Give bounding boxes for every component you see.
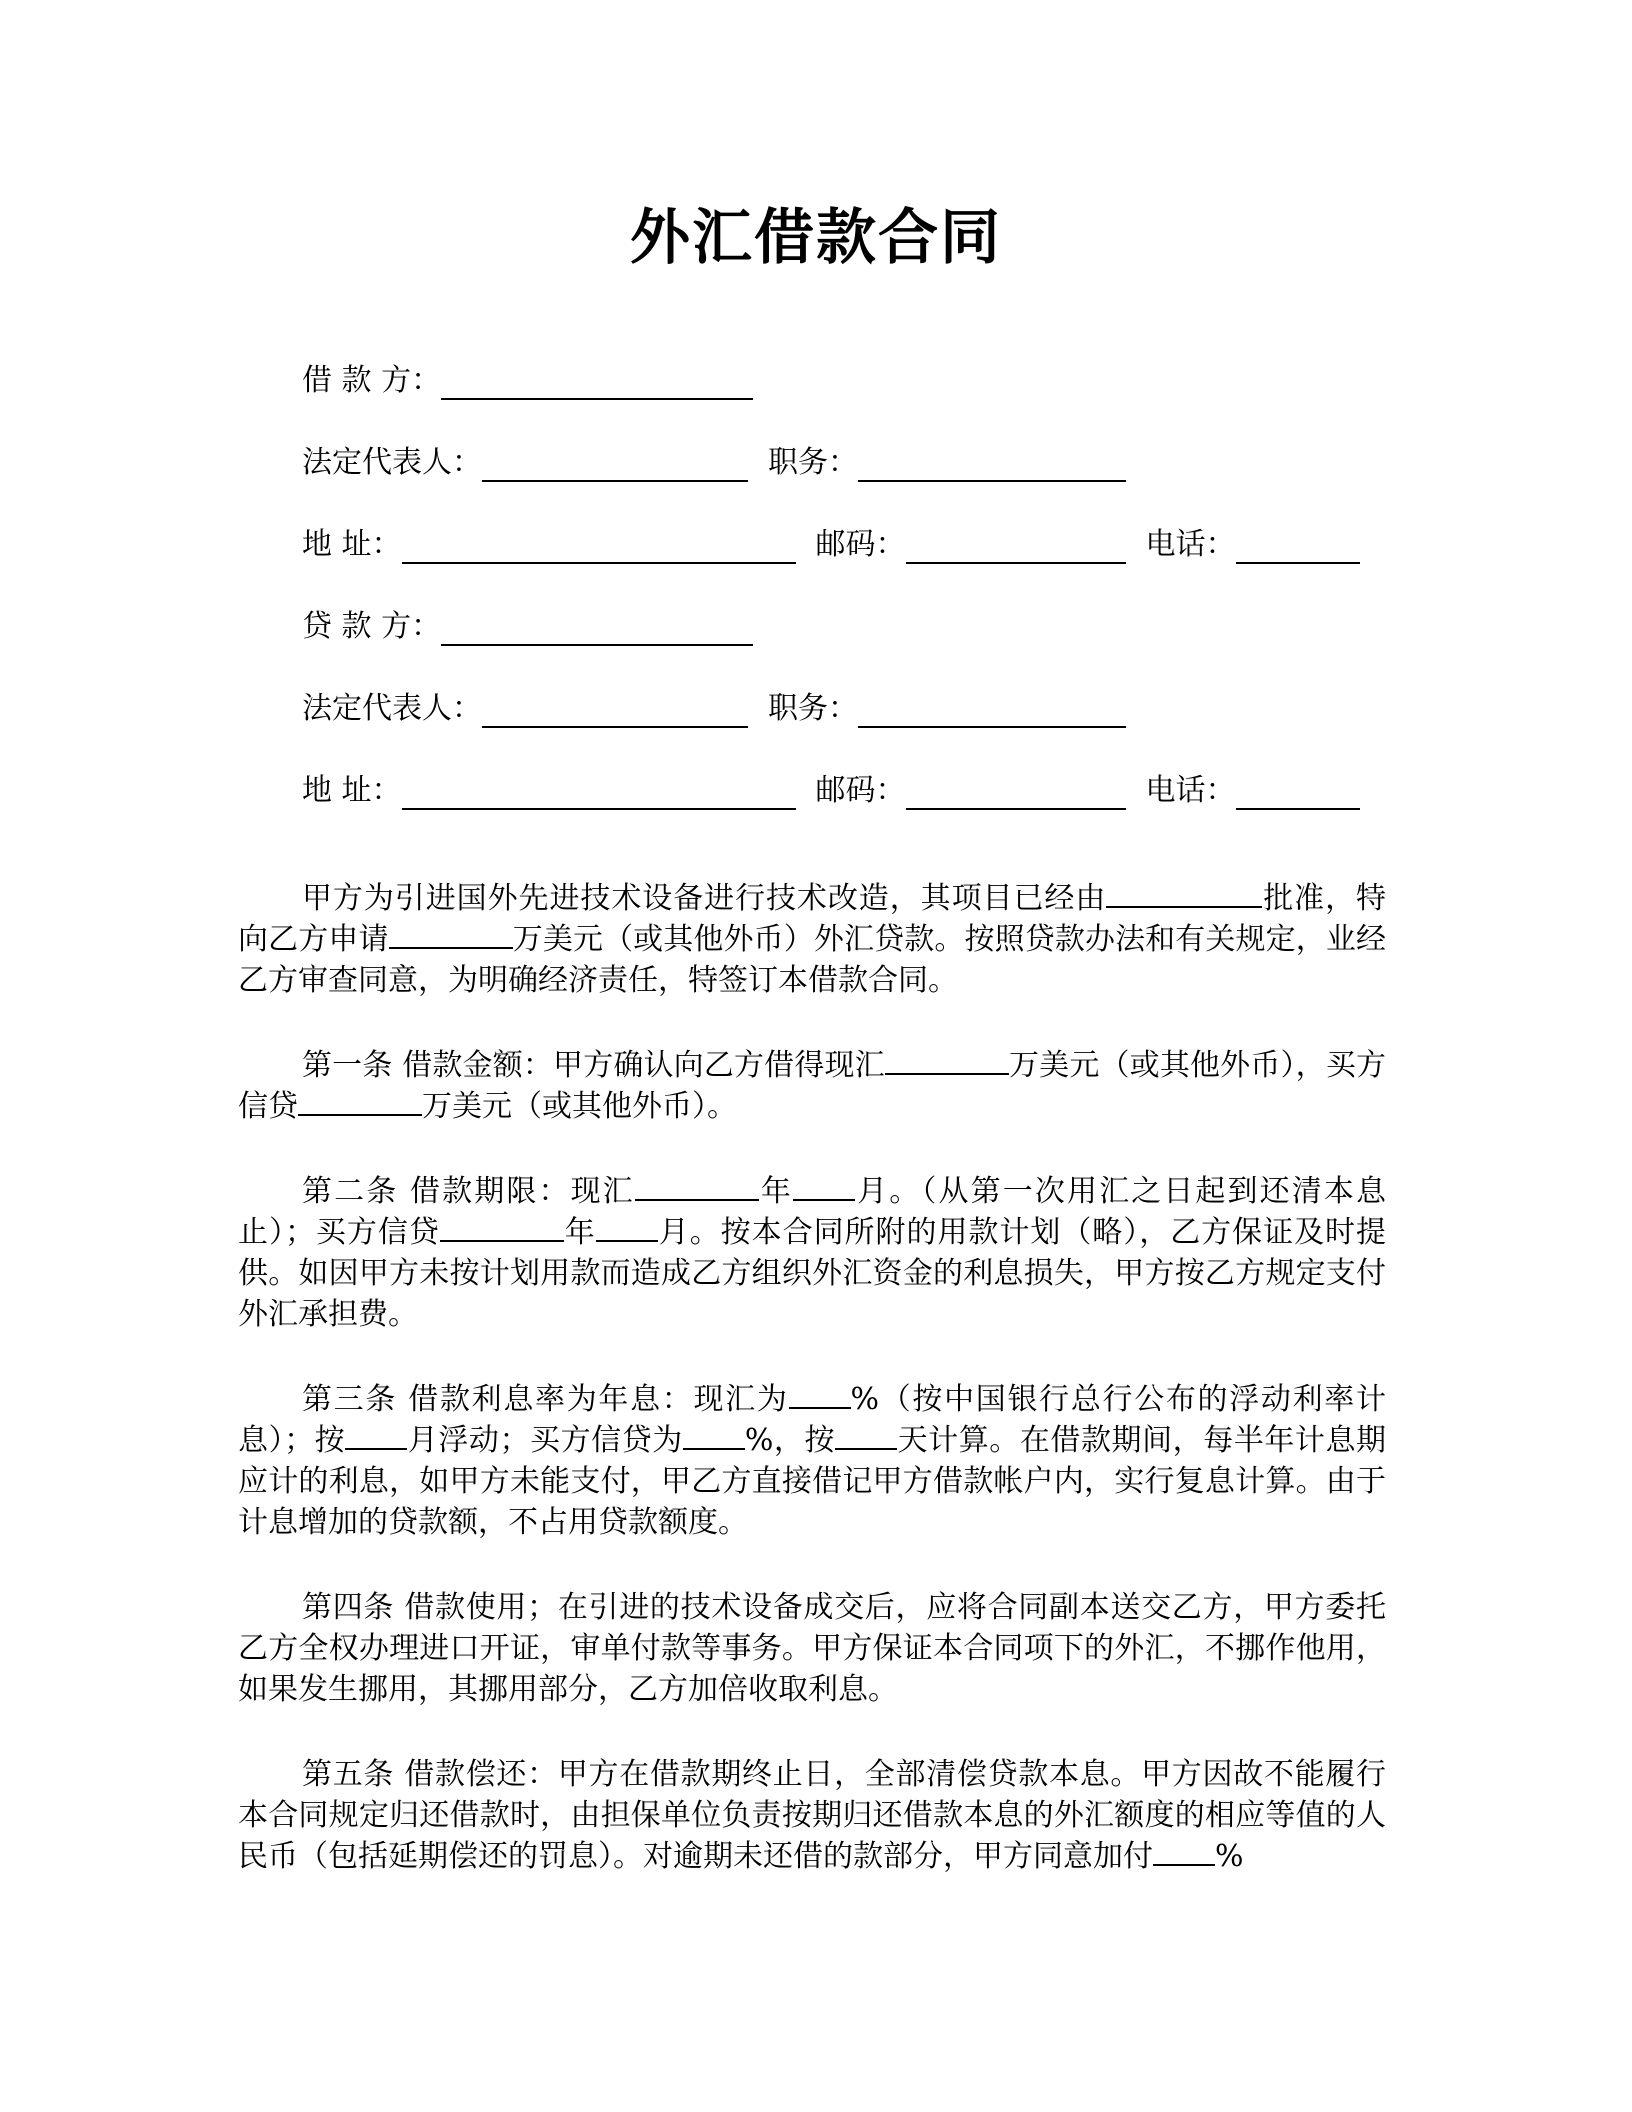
lender-address-row bbox=[302, 750, 1392, 832]
credit-months-blank[interactable] bbox=[596, 1212, 658, 1242]
cash-amount-blank[interactable] bbox=[885, 1045, 1009, 1075]
contract-body bbox=[238, 878, 1386, 1921]
lender-position-label: 职务： bbox=[768, 691, 858, 726]
document-title: 外汇借款合同 bbox=[630, 203, 1002, 273]
lender-postcode-label: 邮码： bbox=[815, 773, 906, 808]
art2-text-4: 年 bbox=[563, 1215, 596, 1250]
borrower-name-row bbox=[302, 340, 1392, 422]
borrower-address-row bbox=[302, 504, 1392, 586]
intro-text-2: 批准，特向乙方申请 bbox=[238, 881, 1386, 957]
intro-text-1: 甲方为引进国外先进技术设备进行技术改造，其项目已经由 bbox=[302, 881, 1107, 916]
lender-address-blank[interactable] bbox=[402, 772, 796, 810]
article-4 bbox=[238, 1587, 1386, 1710]
cash-rate-blank[interactable] bbox=[789, 1379, 851, 1409]
borrower-name-label: 借 款 方： bbox=[302, 363, 442, 398]
float-months-blank[interactable] bbox=[345, 1420, 407, 1450]
art3-text-3: 月浮动；买方信贷为 bbox=[407, 1423, 683, 1458]
borrower-name-blank[interactable] bbox=[441, 362, 753, 400]
art2-text-1: 第二条 借款期限：现汇 bbox=[302, 1174, 635, 1209]
borrower-phone-label: 电话： bbox=[1145, 527, 1236, 562]
borrower-rep-row bbox=[302, 422, 1392, 504]
art3-text-2: %（按中国银行总行公布的浮动利率计息）；按 bbox=[238, 1382, 1386, 1458]
art5-text-2: % bbox=[1215, 1839, 1244, 1874]
days-basis-blank[interactable] bbox=[835, 1420, 897, 1450]
borrower-address-blank[interactable] bbox=[402, 526, 796, 564]
intro-paragraph bbox=[238, 878, 1386, 1001]
borrower-position-label: 职务： bbox=[768, 445, 858, 480]
lender-address-label: 地 址： bbox=[302, 773, 402, 808]
lender-name-row bbox=[302, 586, 1392, 668]
art2-text-3: 月。（从第一次用汇之日起到还清本息止）；买方信贷 bbox=[238, 1174, 1387, 1250]
art1-text-1: 第一条 借款金额：甲方确认向乙方借得现汇 bbox=[302, 1048, 885, 1083]
credit-rate-blank[interactable] bbox=[683, 1420, 745, 1450]
lender-name-label: 贷 款 方： bbox=[302, 609, 442, 644]
article-5 bbox=[238, 1754, 1386, 1877]
art5-text-1: 第五条 借款偿还：甲方在借款期终止日，全部清偿贷款本息。甲方因故不能履行本合同规定归还借款时，由担保单位负责按期归还借款本息的外汇额度的相应等值的人民币（包括延期偿还的罚息）。对逾期未还借的款部分，甲方同意加付 bbox=[238, 1757, 1386, 1874]
cash-years-blank[interactable] bbox=[635, 1171, 759, 1201]
intro-text-3: 万美元（或其他外币）外汇贷款。按照贷款办法和有关规定，业经乙方审查同意，为明确经济责任，特签订本借款合同。 bbox=[238, 922, 1387, 998]
art2-text-2: 年 bbox=[758, 1174, 794, 1209]
borrower-address-label: 地 址： bbox=[302, 527, 402, 562]
credit-years-blank[interactable] bbox=[440, 1212, 564, 1242]
lender-phone-label: 电话： bbox=[1145, 773, 1236, 808]
art4-text: 第四条 借款使用；在引进的技术设备成交后，应将合同副本送交乙方，甲方委托乙方全权办理进口开证，审单付款等事务。甲方保证本合同项下的外汇，不挪作他用，如果发生挪用，其挪用部分，乙方加倍收取利息。 bbox=[238, 1590, 1386, 1707]
lender-phone-blank[interactable] bbox=[1236, 772, 1360, 810]
art2-text-5: 月。按本合同所附的用款计划（略），乙方保证及时提供。如因甲方未按计划用款而造成乙方组织外汇资金的利息损失，甲方按乙方规定支付外汇承担费。 bbox=[238, 1215, 1387, 1332]
article-2 bbox=[238, 1171, 1386, 1335]
lender-position-blank[interactable] bbox=[858, 690, 1126, 728]
art1-text-3: 万美元（或其他外币）。 bbox=[422, 1089, 737, 1124]
lender-rep-blank[interactable] bbox=[482, 690, 748, 728]
lender-postcode-blank[interactable] bbox=[906, 772, 1126, 810]
lender-rep-row bbox=[302, 668, 1392, 750]
art3-text-4: %，按 bbox=[744, 1423, 836, 1458]
lender-name-blank[interactable] bbox=[441, 608, 753, 646]
borrower-postcode-label: 邮码： bbox=[815, 527, 906, 562]
lender-rep-label: 法定代表人： bbox=[302, 691, 482, 726]
loan-amount-blank[interactable] bbox=[389, 919, 513, 949]
cash-months-blank[interactable] bbox=[793, 1171, 855, 1201]
party-info-section bbox=[302, 340, 1392, 832]
borrower-postcode-blank[interactable] bbox=[906, 526, 1126, 564]
article-1 bbox=[238, 1045, 1386, 1127]
borrower-rep-blank[interactable] bbox=[482, 444, 748, 482]
borrower-position-blank[interactable] bbox=[858, 444, 1126, 482]
art3-text-1: 第三条 借款利息率为年息：现汇为 bbox=[302, 1382, 789, 1417]
borrower-phone-blank[interactable] bbox=[1236, 526, 1360, 564]
article-3 bbox=[238, 1379, 1386, 1543]
buyer-credit-amount-blank[interactable] bbox=[298, 1086, 422, 1116]
art3-text-5: 天计算。在借款期间，每半年计息期应计的利息，如甲方未能支付，甲乙方直接借记甲方借款帐户内，实行复息计算。由于计息增加的贷款额，不占用贷款额度。 bbox=[238, 1423, 1387, 1540]
penalty-rate-blank[interactable] bbox=[1153, 1836, 1215, 1866]
art1-text-2: 万美元（或其他外币），买方信贷 bbox=[238, 1048, 1386, 1124]
approver-blank[interactable] bbox=[1106, 878, 1262, 908]
borrower-rep-label: 法定代表人： bbox=[302, 445, 482, 480]
